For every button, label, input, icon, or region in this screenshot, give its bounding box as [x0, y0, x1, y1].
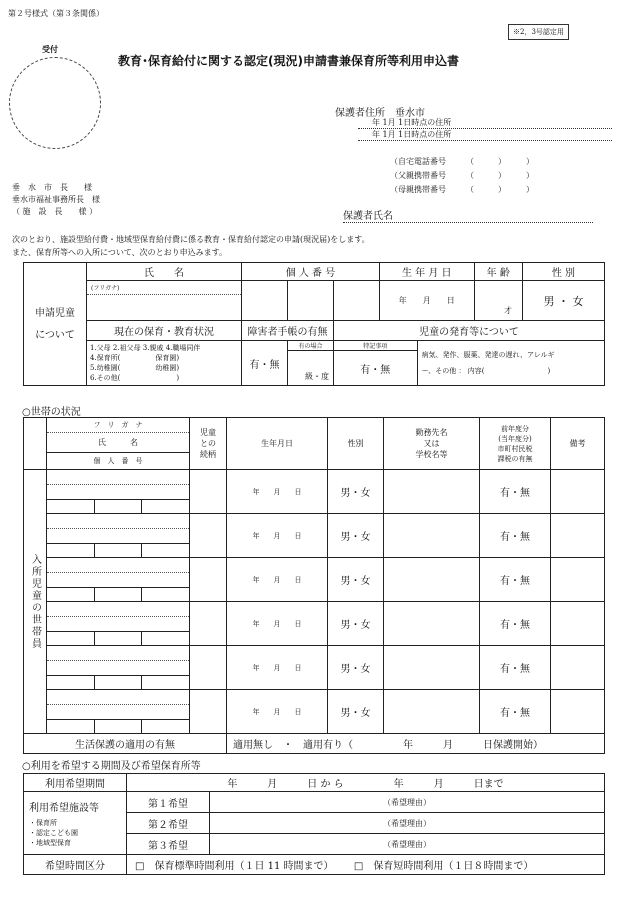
guardian-name-label: 保護者氏名 — [343, 207, 593, 223]
member-name-cell[interactable] — [47, 514, 190, 558]
member-name-cell[interactable] — [47, 690, 190, 734]
household-row — [24, 470, 605, 514]
header-development: 児童の発育等について — [333, 321, 604, 341]
member-relationship[interactable] — [190, 514, 227, 558]
id-cell-1[interactable] — [241, 281, 287, 321]
care-option-1: 1.父母 2.祖父母 3.親戚 4.職場同伴 — [90, 344, 201, 352]
header-workplace: 勤務先名 又は 学校名等 — [384, 418, 480, 470]
household-name-header — [47, 418, 190, 470]
home-phone: （自宅電話番号 （ ） ） — [390, 157, 534, 166]
welfare-label: 生活保護の適用の有無 — [24, 734, 227, 754]
member-tax[interactable]: 有・無 — [480, 690, 551, 734]
header-tax-status: 前年度分 (当年度分) 市町村民税 課税の有無 — [480, 418, 551, 470]
care-option-2: 4.保育所( 保育園) — [90, 354, 180, 362]
choice-1-reason[interactable]: （希望理由） — [210, 792, 605, 813]
child-age[interactable]: 才 — [474, 281, 522, 321]
household-table — [23, 417, 605, 754]
member-sex[interactable]: 男・女 — [328, 646, 384, 690]
choice-3-reason[interactable]: （希望理由） — [210, 834, 605, 855]
member-tax[interactable]: 有・無 — [480, 602, 551, 646]
id-cell-3[interactable] — [333, 281, 379, 321]
header-care-status: 現在の保育・教育状況 — [87, 321, 242, 341]
member-birthdate[interactable]: 年 月 日 — [227, 646, 328, 690]
header-age: 年 齢 — [474, 263, 522, 281]
receipt-label: 受付 — [42, 45, 58, 54]
member-remarks[interactable] — [551, 602, 605, 646]
development-line-2: ー、その他 ： 内容( ) — [421, 367, 551, 375]
member-birthdate[interactable]: 年 月 日 — [227, 690, 328, 734]
member-remarks[interactable] — [551, 646, 605, 690]
header-sex: 性 別 — [522, 263, 604, 281]
special-notes-label: 特記事項 — [333, 341, 417, 351]
time-standard-checkbox[interactable]: □ 保育標準時間利用（１日 11 時間まで） — [135, 861, 334, 872]
household-heading: ○世帯の状況 — [22, 407, 81, 418]
mother-phone: （母親携帯番号 （ ） ） — [390, 185, 534, 194]
address-line-1: 年 1月 1日時点の住所 — [358, 117, 612, 129]
header-birthdate: 生 年 月 日 — [379, 263, 474, 281]
member-remarks[interactable] — [551, 690, 605, 734]
member-relationship[interactable] — [190, 690, 227, 734]
member-sex[interactable]: 男・女 — [328, 602, 384, 646]
disability-grade[interactable]: 級・度 — [287, 351, 333, 386]
time-short-checkbox[interactable]: □ 保育短時間利用（１日８時間まで） — [353, 861, 534, 872]
member-remarks[interactable] — [551, 470, 605, 514]
member-sex[interactable]: 男・女 — [328, 470, 384, 514]
member-birthdate[interactable]: 年 月 日 — [227, 470, 328, 514]
address-line-2: 年 1月 1日時点の住所 — [358, 129, 612, 141]
header-furigana: フ リ ガ ナ — [47, 418, 189, 433]
if-yes-label: 有の場合 — [287, 341, 333, 351]
member-remarks[interactable] — [551, 514, 605, 558]
period-value[interactable]: 年 月 日 か ら 年 月 日まで — [127, 774, 605, 792]
member-workplace[interactable] — [384, 690, 480, 734]
member-sex[interactable]: 男・女 — [328, 514, 384, 558]
addressee-welfare: 垂水市福祉事務所長 様 — [12, 195, 100, 204]
furigana-label: (フリガナ) — [87, 281, 241, 295]
addressee-mayor: 垂 水 市 長 様 — [12, 183, 92, 192]
household-row — [24, 514, 605, 558]
header-id-number: 個 人 番 号 — [241, 263, 379, 281]
member-tax[interactable]: 有・無 — [480, 646, 551, 690]
development-notes[interactable] — [417, 341, 604, 386]
child-section-label: 申請児童 について — [24, 263, 87, 386]
facility-label: 利用希望施設等 — [29, 802, 99, 814]
time-options — [127, 855, 605, 875]
intro-line-2: また、保育所等への入所について、次のとおり申込みます。 — [12, 248, 228, 257]
intro-line-1: 次のとおり、施設型給付費・地域型保育給付費に係る教育・保育給付認定の申請(現況届)をします。 — [12, 235, 370, 244]
header-relationship: 児童 との 続柄 — [190, 418, 227, 470]
member-sex[interactable]: 男・女 — [328, 690, 384, 734]
disability-yes-no[interactable]: 有・無 — [241, 341, 287, 386]
facility-type-2: ・認定こども園 — [29, 828, 78, 837]
addressee-facility: （ 施 設 長 様 ） — [12, 207, 98, 216]
child-name-cell[interactable] — [87, 281, 242, 321]
welfare-value[interactable]: 適用無し ・ 適用有り（ 年 月 日保護開始） — [227, 734, 605, 754]
development-line-1: 病気、発作、服薬、発達の遅れ、アレルギ — [421, 351, 555, 359]
member-name-cell[interactable] — [47, 470, 190, 514]
member-relationship[interactable] — [190, 602, 227, 646]
member-birthdate[interactable]: 年 月 日 — [227, 602, 328, 646]
guardian-address-label: 保護者住所 垂水市 — [335, 108, 425, 119]
member-tax[interactable]: 有・無 — [480, 470, 551, 514]
member-relationship[interactable] — [190, 470, 227, 514]
header-member-sex: 性別 — [328, 418, 384, 470]
household-row — [24, 690, 605, 734]
member-workplace[interactable] — [384, 514, 480, 558]
header-member-id: 個 人 番 号 — [93, 457, 143, 465]
child-birthdate[interactable]: 年 月 日 — [379, 281, 474, 321]
care-options[interactable] — [87, 341, 242, 386]
receipt-stamp-circle — [9, 57, 101, 149]
header-member-name: 氏 名 — [47, 433, 189, 453]
header-name: 氏 名 — [87, 263, 242, 281]
choice-2-reason[interactable]: （希望理由） — [210, 813, 605, 834]
household-row — [24, 646, 605, 690]
special-yes-no[interactable]: 有・無 — [333, 351, 417, 386]
usage-heading: ○利用を希望する期間及び希望保育所等 — [22, 761, 201, 772]
header-remarks: 備考 — [551, 418, 605, 470]
member-workplace[interactable] — [384, 646, 480, 690]
choice-2-label: 第２希望 — [127, 813, 210, 834]
member-name-cell[interactable] — [47, 646, 190, 690]
household-row — [24, 602, 605, 646]
member-remarks[interactable] — [551, 558, 605, 602]
member-relationship[interactable] — [190, 558, 227, 602]
household-corner — [24, 418, 47, 470]
id-cell-2[interactable] — [287, 281, 333, 321]
page-title: 教育･保育給付に関する認定(現況)申請書兼保育所等利用申込書 — [118, 54, 459, 68]
member-workplace[interactable] — [384, 470, 480, 514]
period-label: 利用希望期間 — [24, 774, 127, 792]
member-workplace[interactable] — [384, 558, 480, 602]
household-row — [24, 558, 605, 602]
member-tax[interactable]: 有・無 — [480, 558, 551, 602]
household-side-label: 入所児童の世帯員 — [24, 470, 47, 734]
facility-type-3: ・地域型保育 — [29, 838, 71, 847]
facility-type-1: ・保育所 — [29, 818, 57, 827]
form-number: 第２号様式（第３条関係） — [8, 9, 104, 18]
member-tax[interactable]: 有・無 — [480, 514, 551, 558]
header-disability: 障害者手帳の有無 — [241, 321, 333, 341]
member-birthdate[interactable]: 年 月 日 — [227, 558, 328, 602]
facility-label-cell — [24, 792, 127, 855]
father-phone: （父親携帯番号 （ ） ） — [390, 171, 534, 180]
member-name-cell[interactable] — [47, 602, 190, 646]
care-option-4: 6.その他( ) — [90, 374, 180, 382]
member-name-cell[interactable] — [47, 558, 190, 602]
choice-1-label: 第１希望 — [127, 792, 210, 813]
child-table — [23, 262, 605, 386]
certification-tag: ※2，3号認定用 — [508, 24, 569, 40]
member-sex[interactable]: 男・女 — [328, 558, 384, 602]
child-sex[interactable]: 男 ・ 女 — [522, 281, 604, 321]
member-relationship[interactable] — [190, 646, 227, 690]
time-label: 希望時間区分 — [24, 855, 127, 875]
member-birthdate[interactable]: 年 月 日 — [227, 514, 328, 558]
member-workplace[interactable] — [384, 602, 480, 646]
choice-3-label: 第３希望 — [127, 834, 210, 855]
care-option-3: 5.幼稚園( 幼稚園) — [90, 364, 180, 372]
header-member-birthdate: 生年月日 — [227, 418, 328, 470]
usage-table — [23, 773, 605, 875]
